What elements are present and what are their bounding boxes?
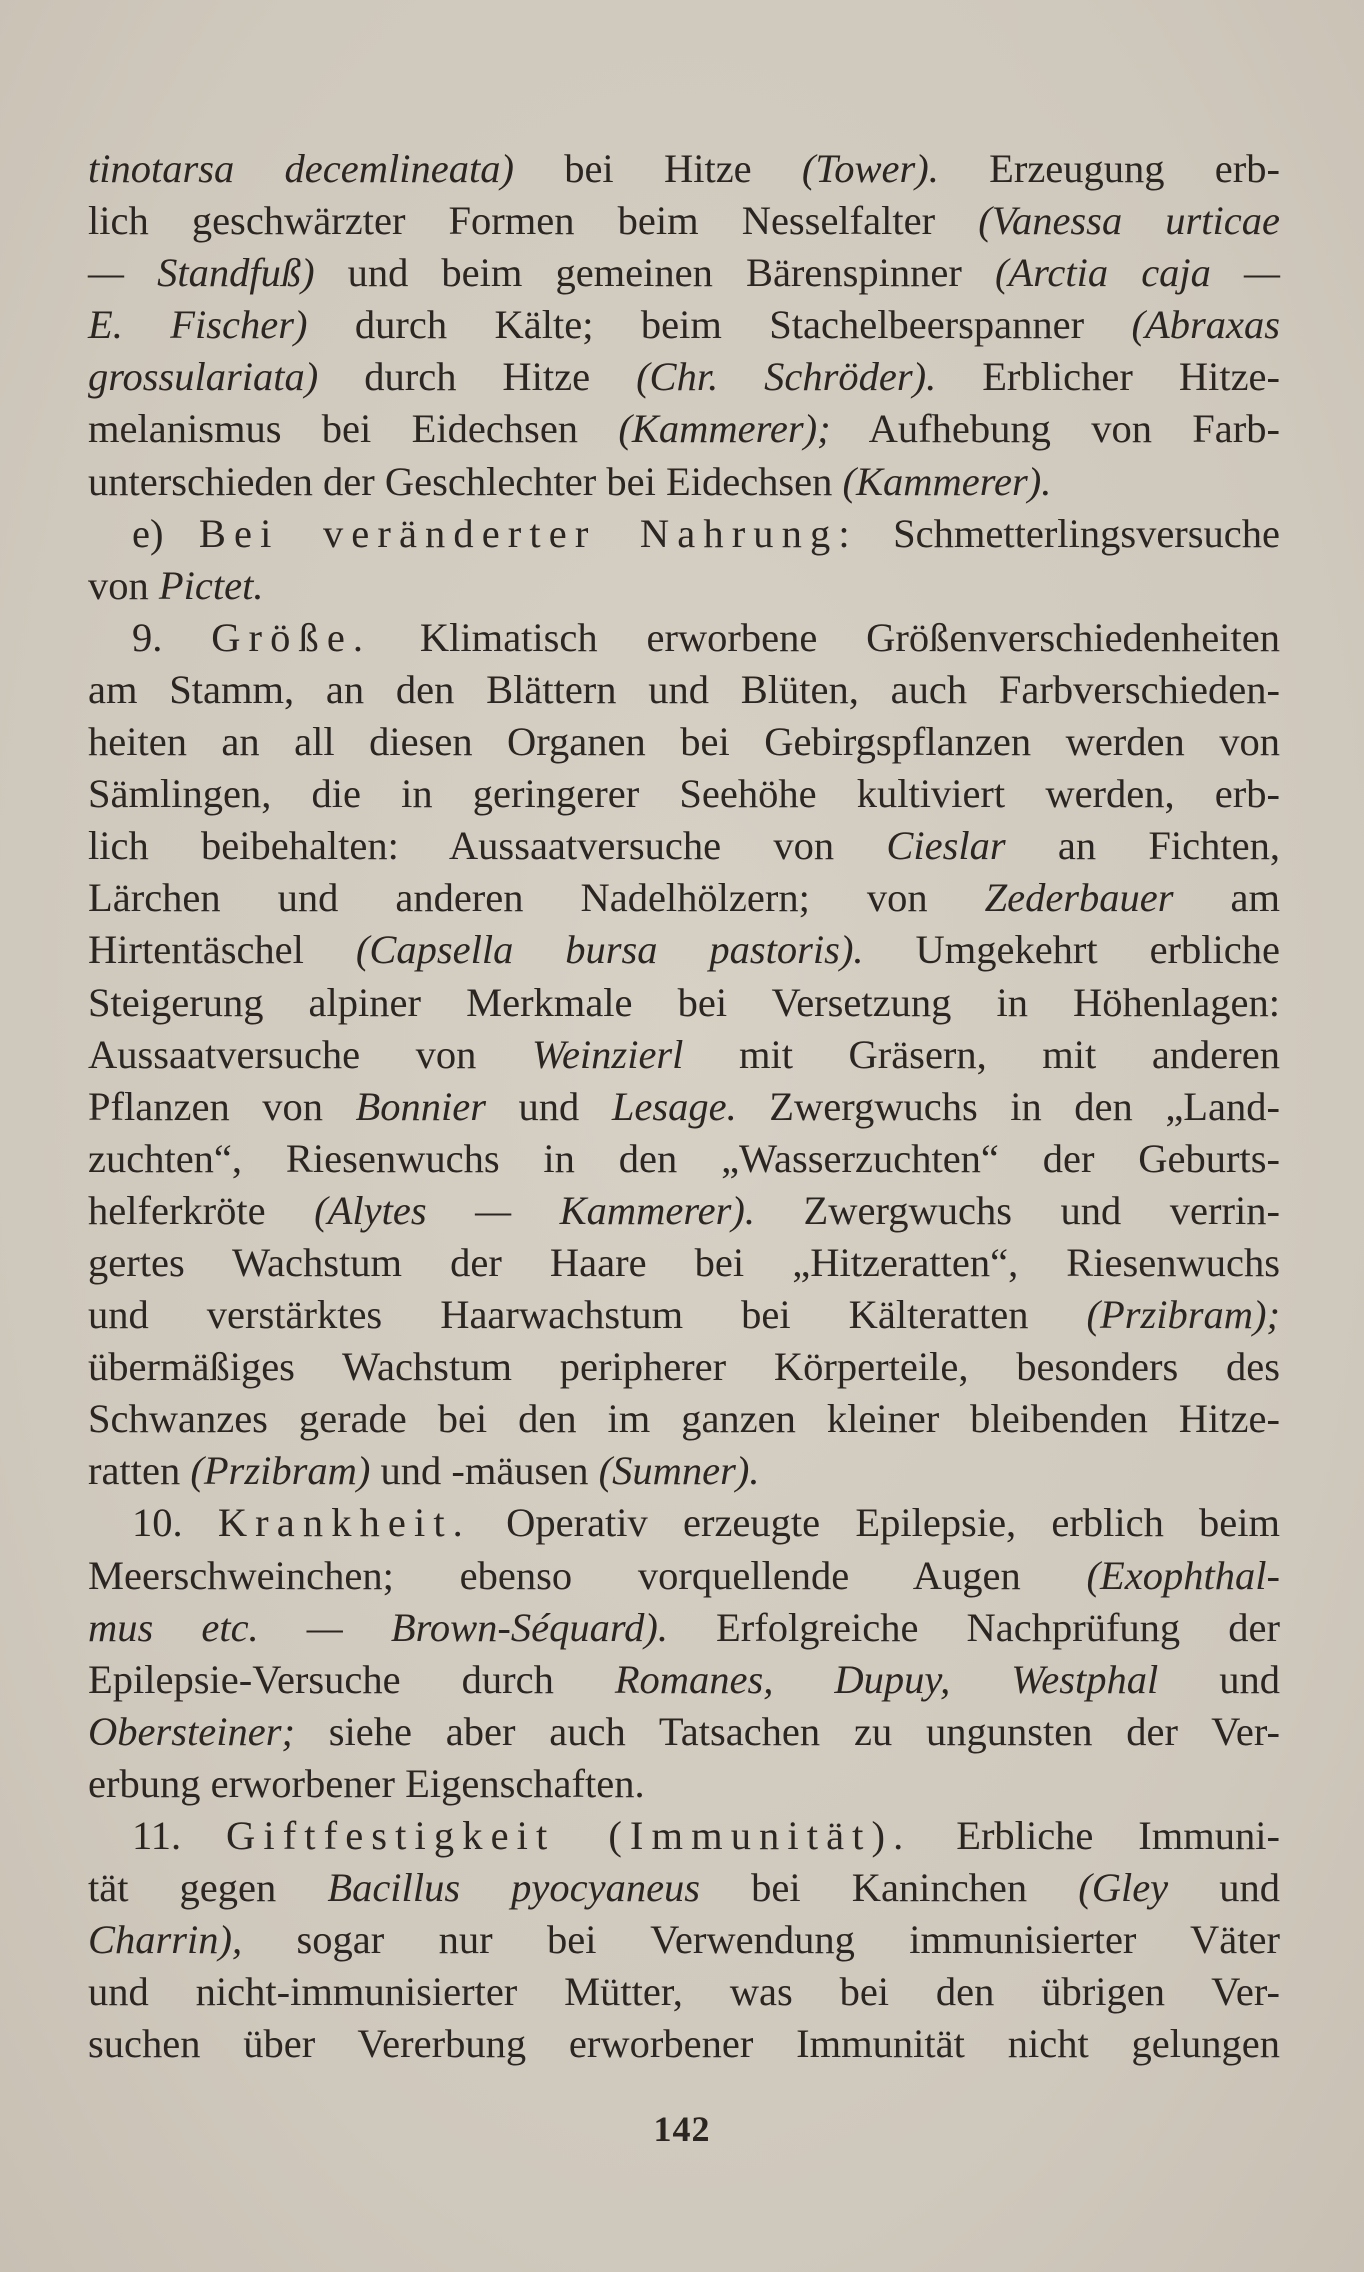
text-line: Meerschweinchen; ebenso vorquellende Augen (Exophthal-	[88, 1552, 1280, 1598]
text-line: lich geschwärzter Formen beim Nesselfalter (Vanessa urticae	[88, 198, 1281, 244]
text-line: 11. Giftfestigkeit (Immunität). Erbliche Immuni-	[132, 1813, 1280, 1858]
text-line: Obersteiner; siehe aber auch Tatsachen zu ungunsten der Ver-	[88, 1708, 1280, 1754]
text-line: Hirtentäschel (Capsella bursa pastoris). Umgekehrt erbliche	[88, 927, 1280, 973]
text-line: — Standfuß) und beim gemeinen Bärenspinner (Arctia caja —	[88, 250, 1280, 296]
text-line: 9. Größe. Klimatisch erworbene Größenverschiedenheiten	[132, 614, 1280, 660]
text-line: e) Bei veränderter Nahrung: Schmetterlingsversuche	[132, 510, 1281, 556]
text-line: übermäßiges Wachstum peripherer Körperteile, besonders des	[88, 1344, 1280, 1390]
text-line: helferkröte (Alytes — Kammerer). Zwergwuchs und verrin-	[88, 1187, 1280, 1233]
text-line: Lärchen und anderen Nadelhölzern; von Zederbauer am	[88, 875, 1280, 921]
text-line: Sämlingen, die in geringerer Seehöhe kultiviert werden, erb-	[88, 771, 1280, 817]
text-line: erbung erworbener Eigenschaften.	[88, 1760, 645, 1806]
text-line: zuchten“, Riesenwuchs in den „Wasserzuchten“ der Geburts-	[88, 1135, 1280, 1181]
text-line: am Stamm, an den Blättern und Blüten, auch Farbverschieden-	[88, 666, 1280, 712]
text-line: von Pictet.	[88, 562, 264, 608]
text-line: Schwanzes gerade bei den im ganzen kleiner bleibenden Hitze-	[88, 1396, 1280, 1442]
text-line: ratten (Przibram) und -mäusen (Sumner).	[88, 1448, 760, 1494]
page-number: 142	[653, 2109, 711, 2149]
text-line: Pflanzen von Bonnier und Lesage. Zwergwuchs in den „Land-	[88, 1083, 1281, 1129]
text-line: mus etc. — Brown-Séquard). Erfolgreiche Nachprüfung der	[88, 1604, 1280, 1650]
text-line: grossulariata) durch Hitze (Chr. Schröder). Erblicher Hitze-	[88, 354, 1281, 400]
text-line: melanismus bei Eidechsen (Kammerer); Aufhebung von Farb-	[88, 406, 1281, 452]
text-line: Epilepsie-Versuche durch Romanes, Dupuy, Westphal und	[88, 1656, 1280, 1702]
text-line: und nicht-immunisierter Mütter, was bei den übrigen Ver-	[88, 1969, 1280, 2015]
text-line: Aussaatversuche von Weinzierl mit Gräsern, mit anderen	[88, 1031, 1280, 1077]
text-line: tinotarsa decemlineata) bei Hitze (Tower). Erzeugung erb-	[88, 146, 1280, 191]
text-line: tät gegen Bacillus pyocyaneus bei Kaninchen (Gley und	[88, 1865, 1280, 1911]
text-line: heiten an all diesen Organen bei Gebirgspflanzen werden von	[88, 719, 1280, 765]
text-line: lich beibehalten: Aussaatversuche von Cieslar an Fichten,	[88, 823, 1280, 869]
body-text	[88, 143, 1280, 2070]
text-line: Steigerung alpiner Merkmale bei Versetzung in Höhenlagen:	[88, 979, 1280, 1025]
text-line: E. Fischer) durch Kälte; beim Stachelbeerspanner (Abraxas	[88, 302, 1280, 348]
text-line: unterschieden der Geschlechter bei Eidechsen (Kammerer).	[88, 458, 1052, 504]
text-line: gertes Wachstum der Haare bei „Hitzeratten“, Riesenwuchs	[88, 1239, 1280, 1285]
text-line: und verstärktes Haarwachstum bei Kälteratten (Przibram);	[88, 1292, 1280, 1338]
text-line: suchen über Vererbung erworbener Immunität nicht gelungen	[88, 2021, 1280, 2067]
text-line: Charrin), sogar nur bei Verwendung immunisierter Väter	[88, 1917, 1280, 1963]
text-line: 10. Krankheit. Operativ erzeugte Epilepsie, erblich beim	[132, 1500, 1280, 1546]
